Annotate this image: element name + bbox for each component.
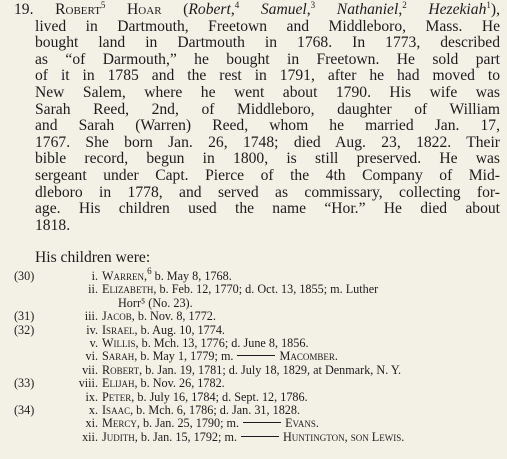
child-roman-numeral: v. — [89, 335, 98, 350]
entry-number: 19. — [14, 1, 34, 18]
ancestor-name: Nathaniel — [336, 1, 399, 18]
child-ref-number: (34) — [14, 402, 35, 417]
child-name: Elijah, — [102, 376, 138, 391]
child-name: Warren, — [102, 269, 148, 283]
child-ref-number: (31) — [14, 309, 35, 324]
child-entry — [14, 391, 504, 404]
child-details — [102, 266, 232, 283]
ancestor-name: Robert — [188, 1, 231, 18]
child-spouse: Macomber. — [279, 349, 338, 364]
child-entry — [14, 310, 504, 323]
child-text: b. Aug. 10, 1774. — [137, 322, 225, 337]
children-list — [14, 266, 504, 444]
child-ref-number: (33) — [14, 376, 35, 391]
child-entry — [14, 297, 504, 310]
child-name: Israel, — [102, 322, 138, 337]
child-text: b. Mch. 6, 1786; d. Jan. 31, 1828. — [133, 402, 301, 417]
children-intro: His children were: — [35, 249, 151, 266]
child-roman-numeral: vi. — [85, 349, 98, 364]
child-entry — [14, 431, 504, 444]
entry-line: New Salem, where he went about 1790. His wife was — [35, 83, 500, 101]
child-text: b. Jan. 25, 1790; m. — [139, 416, 240, 431]
child-details — [102, 337, 309, 350]
entry-line: bible record, begun in 1800, is still preserved. He was — [35, 150, 500, 168]
entry-line: Sarah Reed, 2nd, of Middleboro, daughter of William — [35, 100, 500, 118]
entry-line: and Sarah (Warren) Reed, whom he married Jan. 17, — [35, 117, 500, 135]
child-details — [102, 391, 308, 404]
child-text-continued: Horr⁵ (No. 23). — [118, 295, 193, 310]
child-text: b. Jan. 19, 1781; d. July 18, 1829, at Denmark, N. Y. — [142, 362, 402, 377]
entry-heading-line — [14, 2, 500, 19]
child-details — [102, 350, 338, 363]
child-text: b. May 8, 1768. — [151, 269, 232, 283]
child-name: Willis, — [102, 335, 139, 350]
child-entry — [14, 377, 504, 390]
child-roman-numeral: i. — [91, 269, 98, 283]
child-details — [102, 404, 300, 417]
child-entry — [14, 350, 504, 363]
child-text: b. Jan. 15, 1792; m. — [137, 429, 237, 444]
child-roman-numeral: xii. — [82, 429, 98, 444]
child-name: Isaac, — [102, 402, 134, 417]
ancestor-name: Hezekiah — [428, 1, 487, 18]
blank-line — [237, 355, 275, 356]
child-entry — [14, 324, 504, 337]
child-details — [102, 377, 225, 390]
entry-line: of it in 1785 and the rest in 1791, after he had moved to — [35, 67, 500, 85]
child-roman-numeral: viii. — [78, 376, 98, 391]
child-entry — [14, 364, 504, 377]
child-roman-numeral: xi. — [85, 416, 98, 431]
entry-name: Robert — [55, 1, 101, 18]
blank-line — [241, 436, 279, 437]
blank-line — [243, 422, 281, 423]
child-generation: 6 — [147, 266, 152, 276]
child-details — [102, 283, 378, 296]
child-name: Elizabeth, — [102, 282, 157, 297]
child-name: Sarah, — [102, 349, 138, 364]
child-entry — [14, 283, 504, 296]
child-name: Robert, — [102, 362, 143, 377]
entry-line: lived in Dartmouth, Freetown and Middleboro, Mass. He — [35, 17, 500, 35]
child-entry — [14, 266, 504, 283]
entry-line: 1818. — [35, 216, 71, 234]
child-text: b. Nov. 26, 1782. — [137, 376, 225, 391]
child-name: Peter, — [102, 389, 135, 404]
child-text: b. Feb. 12, 1770; d. Oct. 13, 1855; m. Luther — [156, 282, 379, 297]
child-roman-numeral: iii. — [84, 309, 98, 324]
entry-line: dleboro in 1778, and served as commissary, collecting for- — [35, 183, 500, 201]
ancestor-gen: 4 — [234, 0, 240, 10]
child-roman-numeral: iv. — [86, 322, 98, 337]
child-text: b. Nov. 8, 1772. — [134, 309, 216, 324]
child-name: Jacob, — [102, 309, 135, 324]
child-name: Mercy, — [102, 416, 140, 431]
ancestor-gen: 1 — [486, 0, 491, 10]
child-details — [102, 431, 404, 444]
child-roman-numeral: ii. — [88, 282, 98, 297]
child-details — [102, 324, 225, 337]
child-roman-numeral: vii. — [82, 362, 98, 377]
child-details — [102, 417, 319, 430]
child-text: b. Mch. 13, 1776; d. June 8, 1856. — [138, 335, 309, 350]
child-text: b. May 1, 1779; m. — [137, 349, 234, 364]
child-details — [102, 310, 216, 323]
entry-line: bought land in Dartmouth in 1768. In 1773, described — [35, 34, 500, 52]
child-name: Judith, — [102, 429, 138, 444]
entry-paragraph — [14, 2, 500, 234]
child-roman-numeral: ix. — [85, 389, 98, 404]
entry-line: 1767. She born Jan. 26, 1748; died Aug. 23, 1822. Their — [35, 133, 500, 151]
entry-line: age. His children used the name “Hor.” He died about — [35, 200, 500, 218]
child-text: b. July 16, 1784; d. Sept. 12, 1786. — [134, 389, 308, 404]
entry-line: sergeant under Capt. Pierce of the 4th Company of Mid- — [35, 166, 500, 184]
child-spouse: Evans. — [285, 416, 319, 431]
ancestor-name: Samuel — [260, 1, 307, 18]
child-spouse: Huntington, son Lewis. — [283, 429, 405, 444]
entry-surname: Hoar — [127, 1, 162, 18]
child-ref-number: (30) — [14, 269, 35, 283]
child-ref-number: (32) — [14, 322, 35, 337]
child-details — [102, 364, 401, 377]
ancestry: (Robert,$^4$ Samuel,$^3$ Nathaniel,$^2$ Hezekiah$^1$), — [183, 0, 500, 18]
child-entry — [14, 417, 504, 430]
entry-generation: 5 — [100, 0, 106, 10]
entry-line: as “of Darmouth,” he bought in Freetown. He sold part — [35, 50, 500, 68]
ancestor-gen: 2 — [402, 0, 407, 10]
child-entry — [14, 337, 504, 350]
child-entry — [14, 404, 504, 417]
child-roman-numeral: x. — [88, 402, 98, 417]
ancestor-gen: 3 — [310, 0, 316, 10]
